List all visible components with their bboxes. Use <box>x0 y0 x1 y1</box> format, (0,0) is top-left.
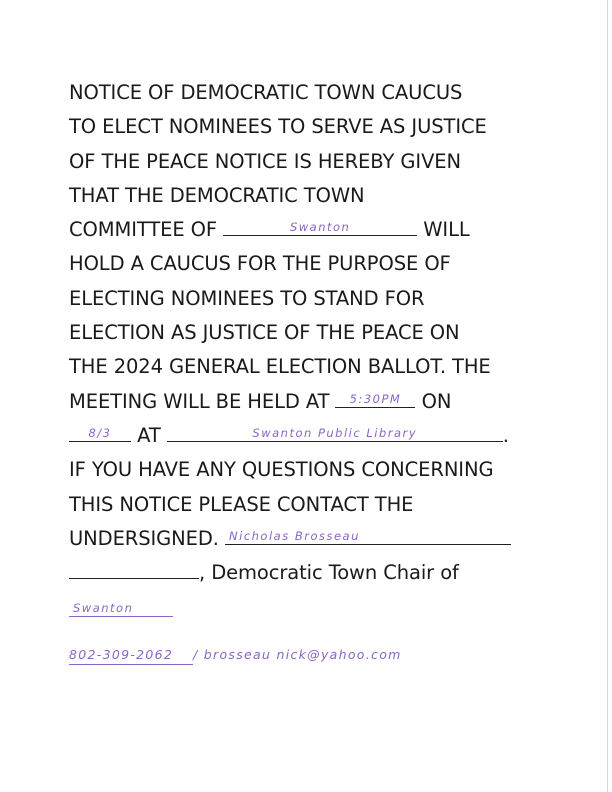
chair-line <box>69 556 549 590</box>
page-edge <box>607 0 608 792</box>
undersigned-label: UNDERSIGNED. <box>69 526 226 550</box>
chair-label: , Democratic Town Chair of <box>199 561 459 585</box>
date-blank <box>69 419 131 442</box>
chair-blank <box>69 556 199 579</box>
notice-line: NOTICE OF DEMOCRATIC TOWN CAUCUS <box>69 81 463 104</box>
notice-line: IF YOU HAVE ANY QUESTIONS CONCERNING <box>69 458 494 482</box>
email-handwritten: / brosseau nick@yahoo.com <box>193 647 402 662</box>
phone-handwritten: 802-309-2062 <box>69 647 174 662</box>
name-handwritten: Nicholas Brosseau <box>229 528 360 543</box>
place-blank <box>167 419 503 442</box>
time-blank <box>335 385 415 408</box>
committee-label: COMMITTEE OF <box>69 218 224 242</box>
notice-line: TO ELECT NOMINEES TO SERVE AS JUSTICE <box>69 115 487 139</box>
town-signature-line <box>69 598 173 617</box>
name-blank <box>225 522 511 545</box>
notice-line: THAT THE DEMOCRATIC TOWN <box>69 183 365 207</box>
meeting-line <box>69 385 549 419</box>
at-label: AT <box>131 423 167 447</box>
town-again-handwritten: Swanton <box>73 601 134 615</box>
caucus-notice <box>69 76 549 590</box>
undersigned-line <box>69 522 549 556</box>
contact-line <box>69 647 402 665</box>
town-handwritten: Swanton <box>289 220 351 235</box>
notice-line: THIS NOTICE PLEASE CONTACT THE <box>69 492 414 516</box>
notice-line: OF THE PEACE NOTICE IS HEREBY GIVEN <box>69 149 462 173</box>
will-label: WILL <box>417 218 470 242</box>
time-handwritten: 5:30PM <box>349 391 402 406</box>
on-label: ON <box>415 389 452 413</box>
notice-line: ELECTION AS JUSTICE OF THE PEACE ON <box>69 321 460 345</box>
town-blank <box>223 213 417 236</box>
meeting-label: MEETING WILL BE HELD AT <box>69 389 336 413</box>
committee-line <box>69 213 549 247</box>
date-handwritten: 8/3 <box>88 425 112 440</box>
place-handwritten: Swanton Public Library <box>252 425 418 440</box>
period: . <box>502 423 509 447</box>
date-place-line <box>69 419 549 453</box>
notice-line: THE 2024 GENERAL ELECTION BALLOT. THE <box>69 355 491 379</box>
notice-line: HOLD A CAUCUS FOR THE PURPOSE OF <box>69 252 451 276</box>
notice-line: ELECTING NOMINEES TO STAND FOR <box>69 286 425 310</box>
